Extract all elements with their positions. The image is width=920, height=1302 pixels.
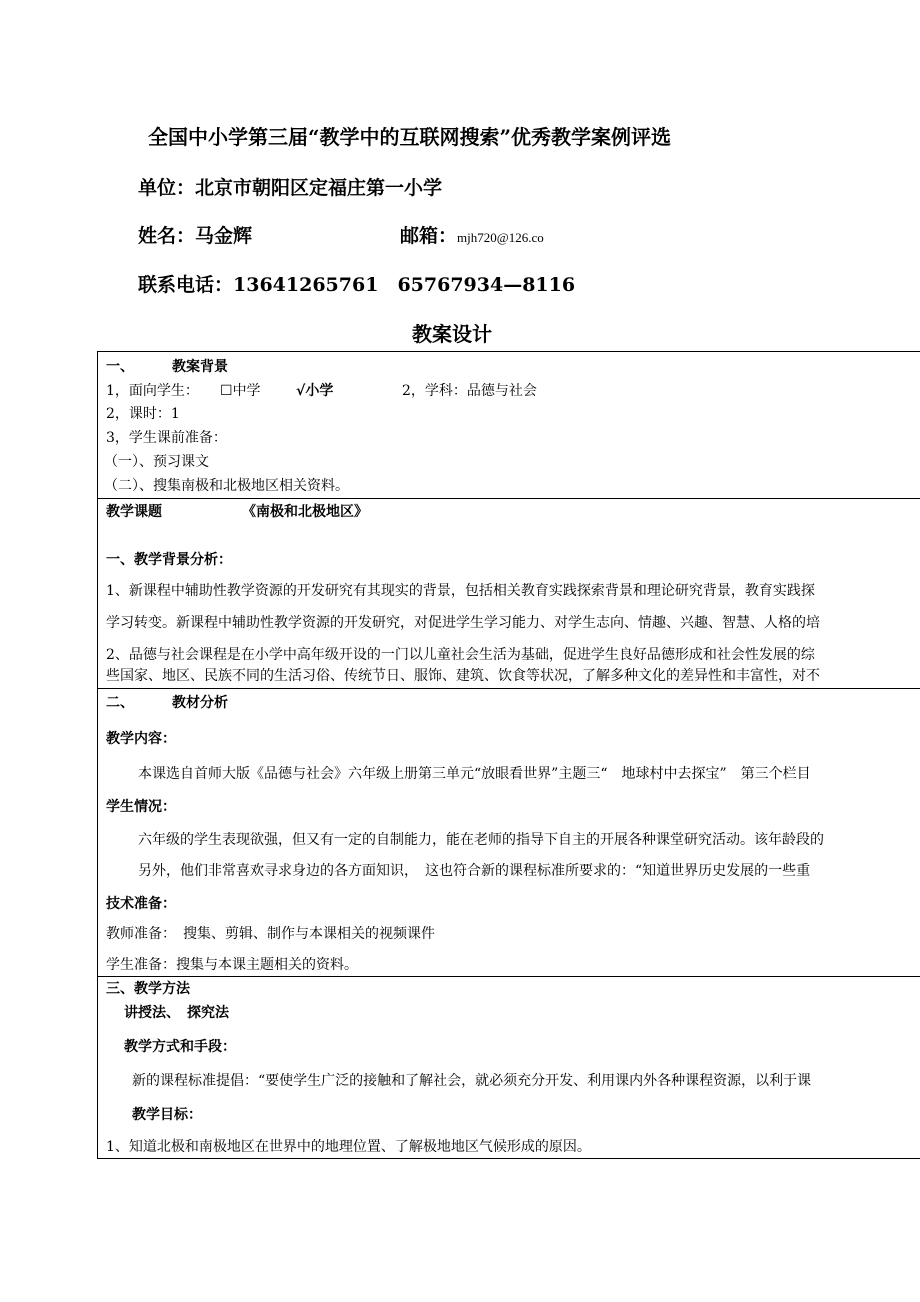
topic-value: 《南极和北极地区》: [242, 504, 368, 520]
phone-line: [138, 270, 575, 297]
student-prep: 3，学生课前准备：: [106, 430, 227, 446]
goals-label: 教学目标：: [132, 1107, 202, 1123]
phone-value: 13641265761 65767934—8116: [233, 274, 576, 296]
analysis-paragraph: 学习转变。新课程中辅助性教学资源的开发研究，对促进学生学习能力、对学生志向、情趣、兴趣、智慧、人格的培: [106, 615, 820, 631]
check-icon: √: [296, 383, 306, 399]
name-line: [138, 221, 252, 248]
students-paragraph: 另外，他们非常喜欢寻求身边的各方面知识， 这也符合新的课程标准所要求的：“知道世界历史发展的一些重: [138, 863, 811, 879]
email-line: [400, 221, 544, 248]
topic-label: 教学课题: [106, 504, 162, 520]
analysis-heading: 一、教学背景分析：: [106, 552, 232, 568]
unit-label: 单位：: [138, 177, 196, 199]
analysis-paragraph: 1、新课程中辅助性教学资源的开发研究有其现实的背景，包括相关教育实践探索背景和理论研究背景，教育实践探: [106, 583, 815, 599]
section3-heading: 三、教学方法: [106, 981, 190, 997]
option-primary-label: 小学: [305, 383, 334, 399]
phone-label: 联系电话：: [138, 274, 234, 296]
students-paragraph: 六年级的学生表现欲强，但又有一定的自制能力，能在老师的指导下自主的开展各种课堂研究活动。该年龄段的: [138, 832, 824, 848]
section2-number: 二、: [106, 695, 134, 711]
audience-row: [106, 382, 199, 400]
analysis-paragraph: 2、品德与社会课程是在小学中高年级开设的一门以儿童社会生活为基础，促进学生良好品德形成和社会性发展的综: [106, 647, 815, 663]
means-text: 新的课程标准提倡：“要使学生广泛的接触和了解社会，就必须充分开发、利用课内外各种课程资源，以利于课: [132, 1073, 812, 1089]
methods: 讲授法、 探究法: [124, 1005, 229, 1021]
audience-label: 1，面向学生：: [106, 383, 199, 399]
unit-value: 北京市朝阳区定福庄第一小学: [195, 177, 443, 199]
name-label: 姓名：: [138, 225, 196, 247]
divider: [98, 498, 920, 499]
option-middle-label: 中学: [232, 383, 261, 399]
section2-title: 教材分析: [172, 695, 228, 711]
divider: [98, 976, 920, 977]
analysis-paragraph: 些国家、地区、民族不同的生活习俗、传统节日、服饰、建筑、饮食等状况，了解多种文化的差异性和丰富性，对不: [106, 668, 820, 684]
students-label: 学生情况：: [106, 799, 176, 815]
unit-line: [138, 173, 442, 200]
prep-item-2: （二）、搜集南极和北极地区相关资料。: [104, 478, 349, 494]
section1-title: 教案背景: [172, 359, 228, 375]
tech-label: 技术准备：: [106, 896, 176, 912]
prep-item-1: （一）、预习课文: [104, 454, 209, 470]
section-heading: 教案设计: [412, 322, 492, 346]
content-text: 本课选自首师大版《品德与社会》六年级上册第三单元“放眼看世界”主题三“ 地球村中去探宝” 第三个栏目: [138, 766, 811, 782]
option-middle: [220, 382, 261, 400]
lesson-plan-table: [97, 351, 920, 1159]
section1-number: 一、: [106, 359, 134, 375]
divider: [98, 688, 920, 689]
name-value: 马金辉: [195, 225, 253, 247]
email-label: 邮箱：: [400, 225, 458, 247]
email-value: mjh720@126.co: [457, 230, 544, 245]
option-primary: [296, 382, 333, 400]
page-title: 全国中小学第三届“教学中的互联网搜索”优秀教学案例评选: [148, 125, 672, 149]
means-label: 教学方式和手段：: [124, 1039, 236, 1055]
subject: 2，学科：品德与社会: [402, 383, 537, 399]
teacher-prep: 教师准备： 搜集、剪辑、制作与本课相关的视频课件: [106, 926, 435, 942]
student-prep-tech: 学生准备：搜集与本课主题相关的资料。: [106, 957, 358, 973]
class-hours: 2，课时：1: [106, 406, 180, 422]
content-label: 教学内容：: [106, 731, 176, 747]
checkbox-icon: ☐: [220, 383, 233, 399]
goal-item: 1、知道北极和南极地区在世界中的地理位置、了解极地地区气候形成的原因。: [106, 1139, 591, 1155]
